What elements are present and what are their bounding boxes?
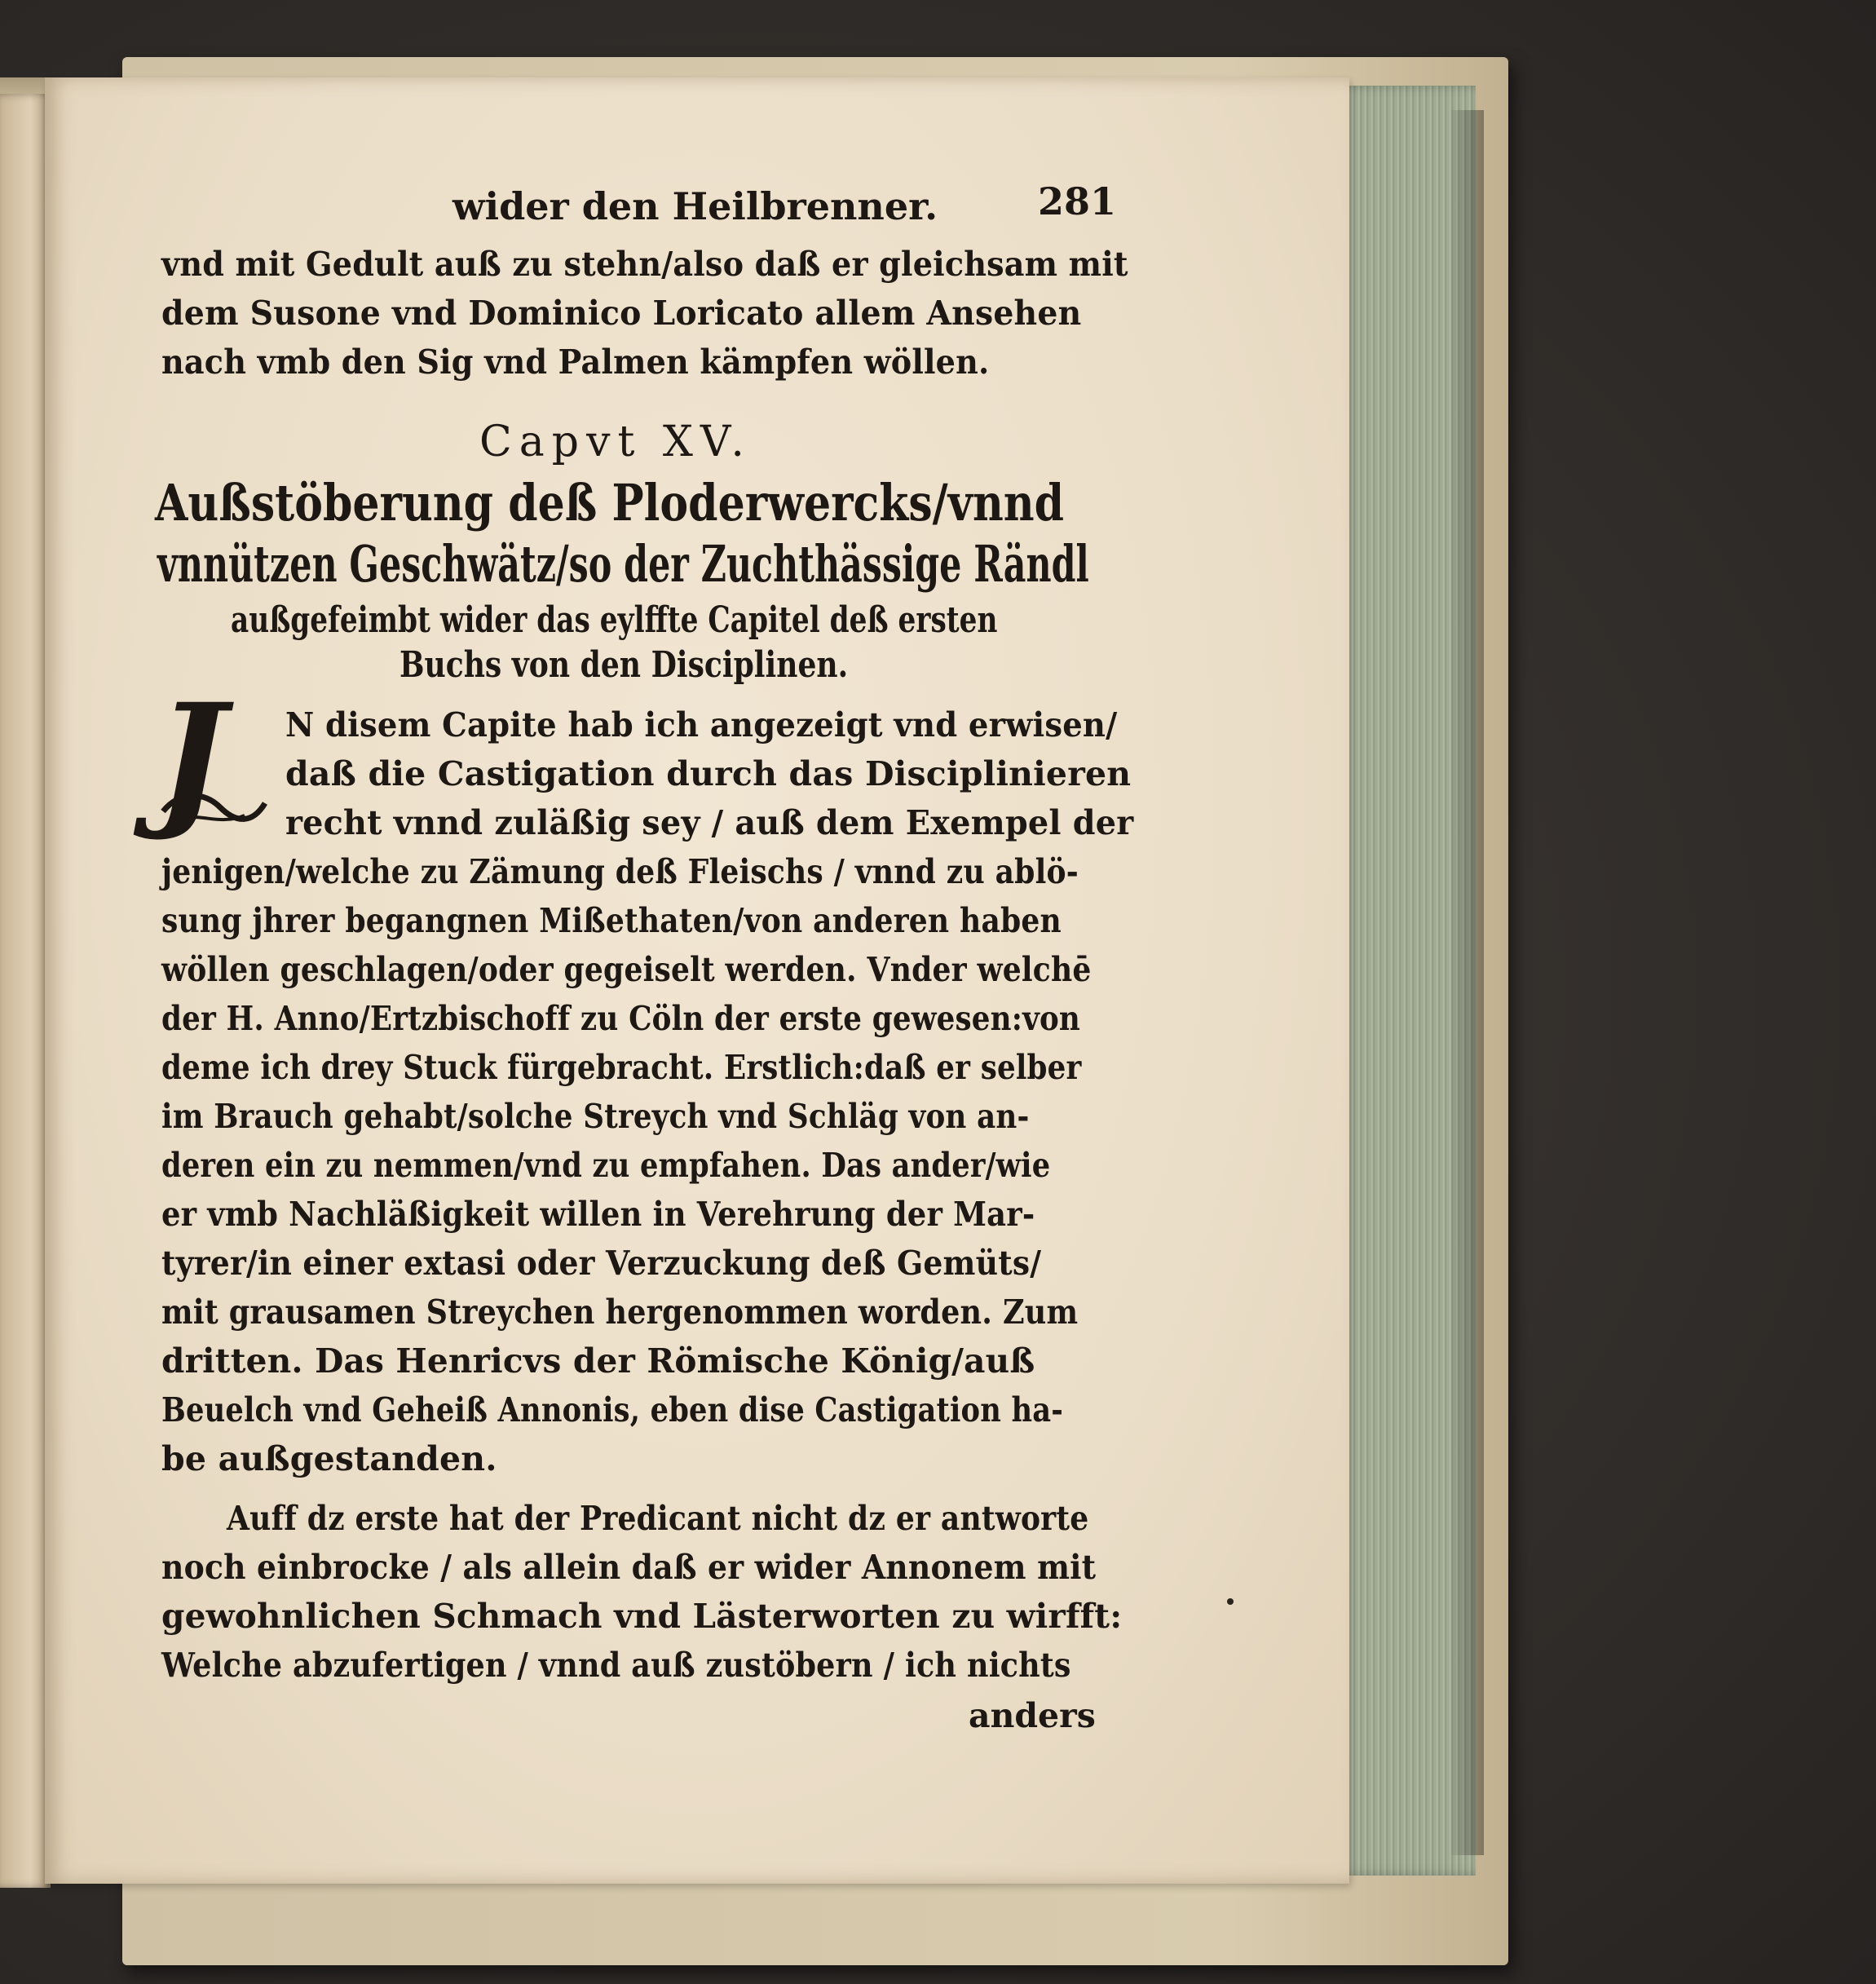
text-line: deren ein zu nemmen/vnd zu empfahen. Das ander/wie <box>161 1146 1051 1185</box>
text-line: Welche abzufertigen / vnnd auß zustöbern / ich nichts <box>161 1646 1071 1685</box>
text-line: wöllen geschlagen/oder gegeiselt werden. Vnder welchē <box>161 950 1092 989</box>
text-line: Auff dz erste hat der Predicant nicht dz er antworte <box>227 1499 1089 1538</box>
text-line: jenigen/welche zu Zämung deß Fleischs / vnnd zu ablö- <box>161 852 1079 891</box>
text-line: Beuelch vnd Geheiß Annonis, eben dise Castigation ha- <box>161 1390 1064 1429</box>
text-line: er vmb Nachläßigkeit willen in Verehrung der Mar- <box>161 1195 1035 1234</box>
text-line: N disem Capite hab ich angezeigt vnd erwisen/ <box>285 705 1118 745</box>
text-line: recht vnnd zuläßig sey / auß dem Exempel der <box>285 803 1134 842</box>
text-line: tyrer/in einer extasi oder Verzuckung deß Gemüts/ <box>161 1244 1042 1283</box>
text-line: dem Susone vnd Dominico Loricato allem Ansehen <box>161 294 1082 333</box>
text-line: vnd mit Gedult auß zu stehn/also daß er gleichsam mit <box>161 245 1128 284</box>
text-line: der H. Anno/Ertzbischoff zu Cöln der erste gewesen:von <box>161 999 1081 1038</box>
page-edges-shadow <box>1451 110 1484 1855</box>
facing-page-edge <box>0 94 51 1888</box>
text-line: dritten. Das Henricvs der Römische König/auß <box>161 1341 1035 1381</box>
ink-speck <box>1227 1598 1234 1605</box>
chapter-subtitle-line: Buchs von den Disciplinen. <box>399 644 849 686</box>
chapter-heading: Capvt XV. <box>479 418 752 466</box>
chapter-title-line: vnnützen Geschwätz/so der Zuchthässige Rändl <box>157 534 1089 594</box>
text-line: noch einbrocke / als allein daß er wider Annonem mit <box>161 1548 1097 1587</box>
text-line: be außgestanden. <box>161 1439 497 1478</box>
decorated-initial: J <box>157 672 227 844</box>
text-line: daß die Castigation durch das Disciplinieren <box>285 754 1132 793</box>
catchword: anders <box>969 1696 1096 1735</box>
text-line: im Brauch gehabt/solche Streych vnd Schläg von an- <box>161 1097 1030 1136</box>
chapter-subtitle-line: außgefeimbt wider das eylffte Capitel deß ersten <box>231 599 998 641</box>
running-head: wider den Heilbrenner. <box>452 184 938 228</box>
text-line: gewohnlichen Schmach vnd Lästerworten zu wirfft: <box>161 1597 1123 1636</box>
text-line: sung jhrer begangnen Mißethaten/von anderen haben <box>161 901 1062 940</box>
initial-flourish-icon <box>155 783 269 832</box>
text-line: mit grausamen Streychen hergenommen worden. Zum <box>161 1292 1079 1332</box>
page-number: 281 <box>1038 179 1117 223</box>
text-line: nach vmb den Sig vnd Palmen kämpfen wöllen. <box>161 342 990 382</box>
chapter-title-line: Außstöberung deß Ploderwercks/vnnd <box>155 473 1065 532</box>
text-line: deme ich drey Stuck fürgebracht. Erstlich:daß er selber <box>161 1048 1082 1087</box>
